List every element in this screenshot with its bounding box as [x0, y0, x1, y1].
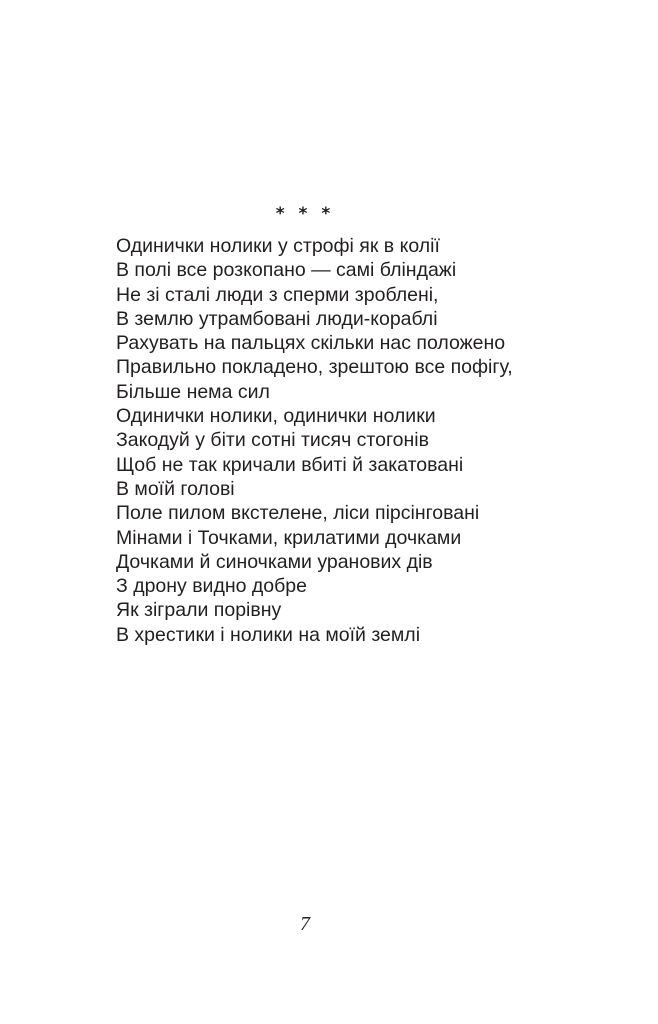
poem-line: Одинички нолики, одинички нолики	[116, 405, 436, 428]
poem-line: З дрону видно добре	[116, 575, 307, 598]
poem-line: В полі все розкопано — самі бліндажі	[116, 259, 457, 282]
section-separator: * * *	[275, 204, 335, 224]
poem-line: В землю утрамбовані люди-кораблі	[116, 307, 438, 330]
page-number: 7	[300, 913, 310, 935]
poem-line: Правильно покладено, зрештою все пофігу,	[116, 356, 513, 379]
poem-line: Одинички нолики у строфі як в колії	[116, 235, 440, 257]
poem-line: Як зіграли порівну	[116, 599, 282, 622]
poem-text	[116, 234, 513, 647]
poem-line: Дочками й синочками уранових дів	[116, 550, 433, 573]
poem-line: В хрестики і нолики на моїй землі	[116, 623, 421, 646]
poem-line: Не зі сталі люди з сперми зроблені,	[116, 283, 439, 306]
poem-line: Щоб не так кричали вбиті й закатовані	[116, 453, 464, 476]
poem-line: Більше нема сил	[116, 380, 270, 403]
poem-line: Закодуй у біти сотні тисяч стогонів	[116, 429, 429, 452]
poem-line: Мінами і Точками, крилатими дочками	[116, 526, 462, 549]
poem-line: Рахувать на пальцях скільки нас положено	[116, 332, 506, 355]
poem-line: Поле пилом вкстелене, ліси пірсінговані	[116, 502, 480, 525]
poem-line: В моїй голові	[116, 477, 235, 500]
